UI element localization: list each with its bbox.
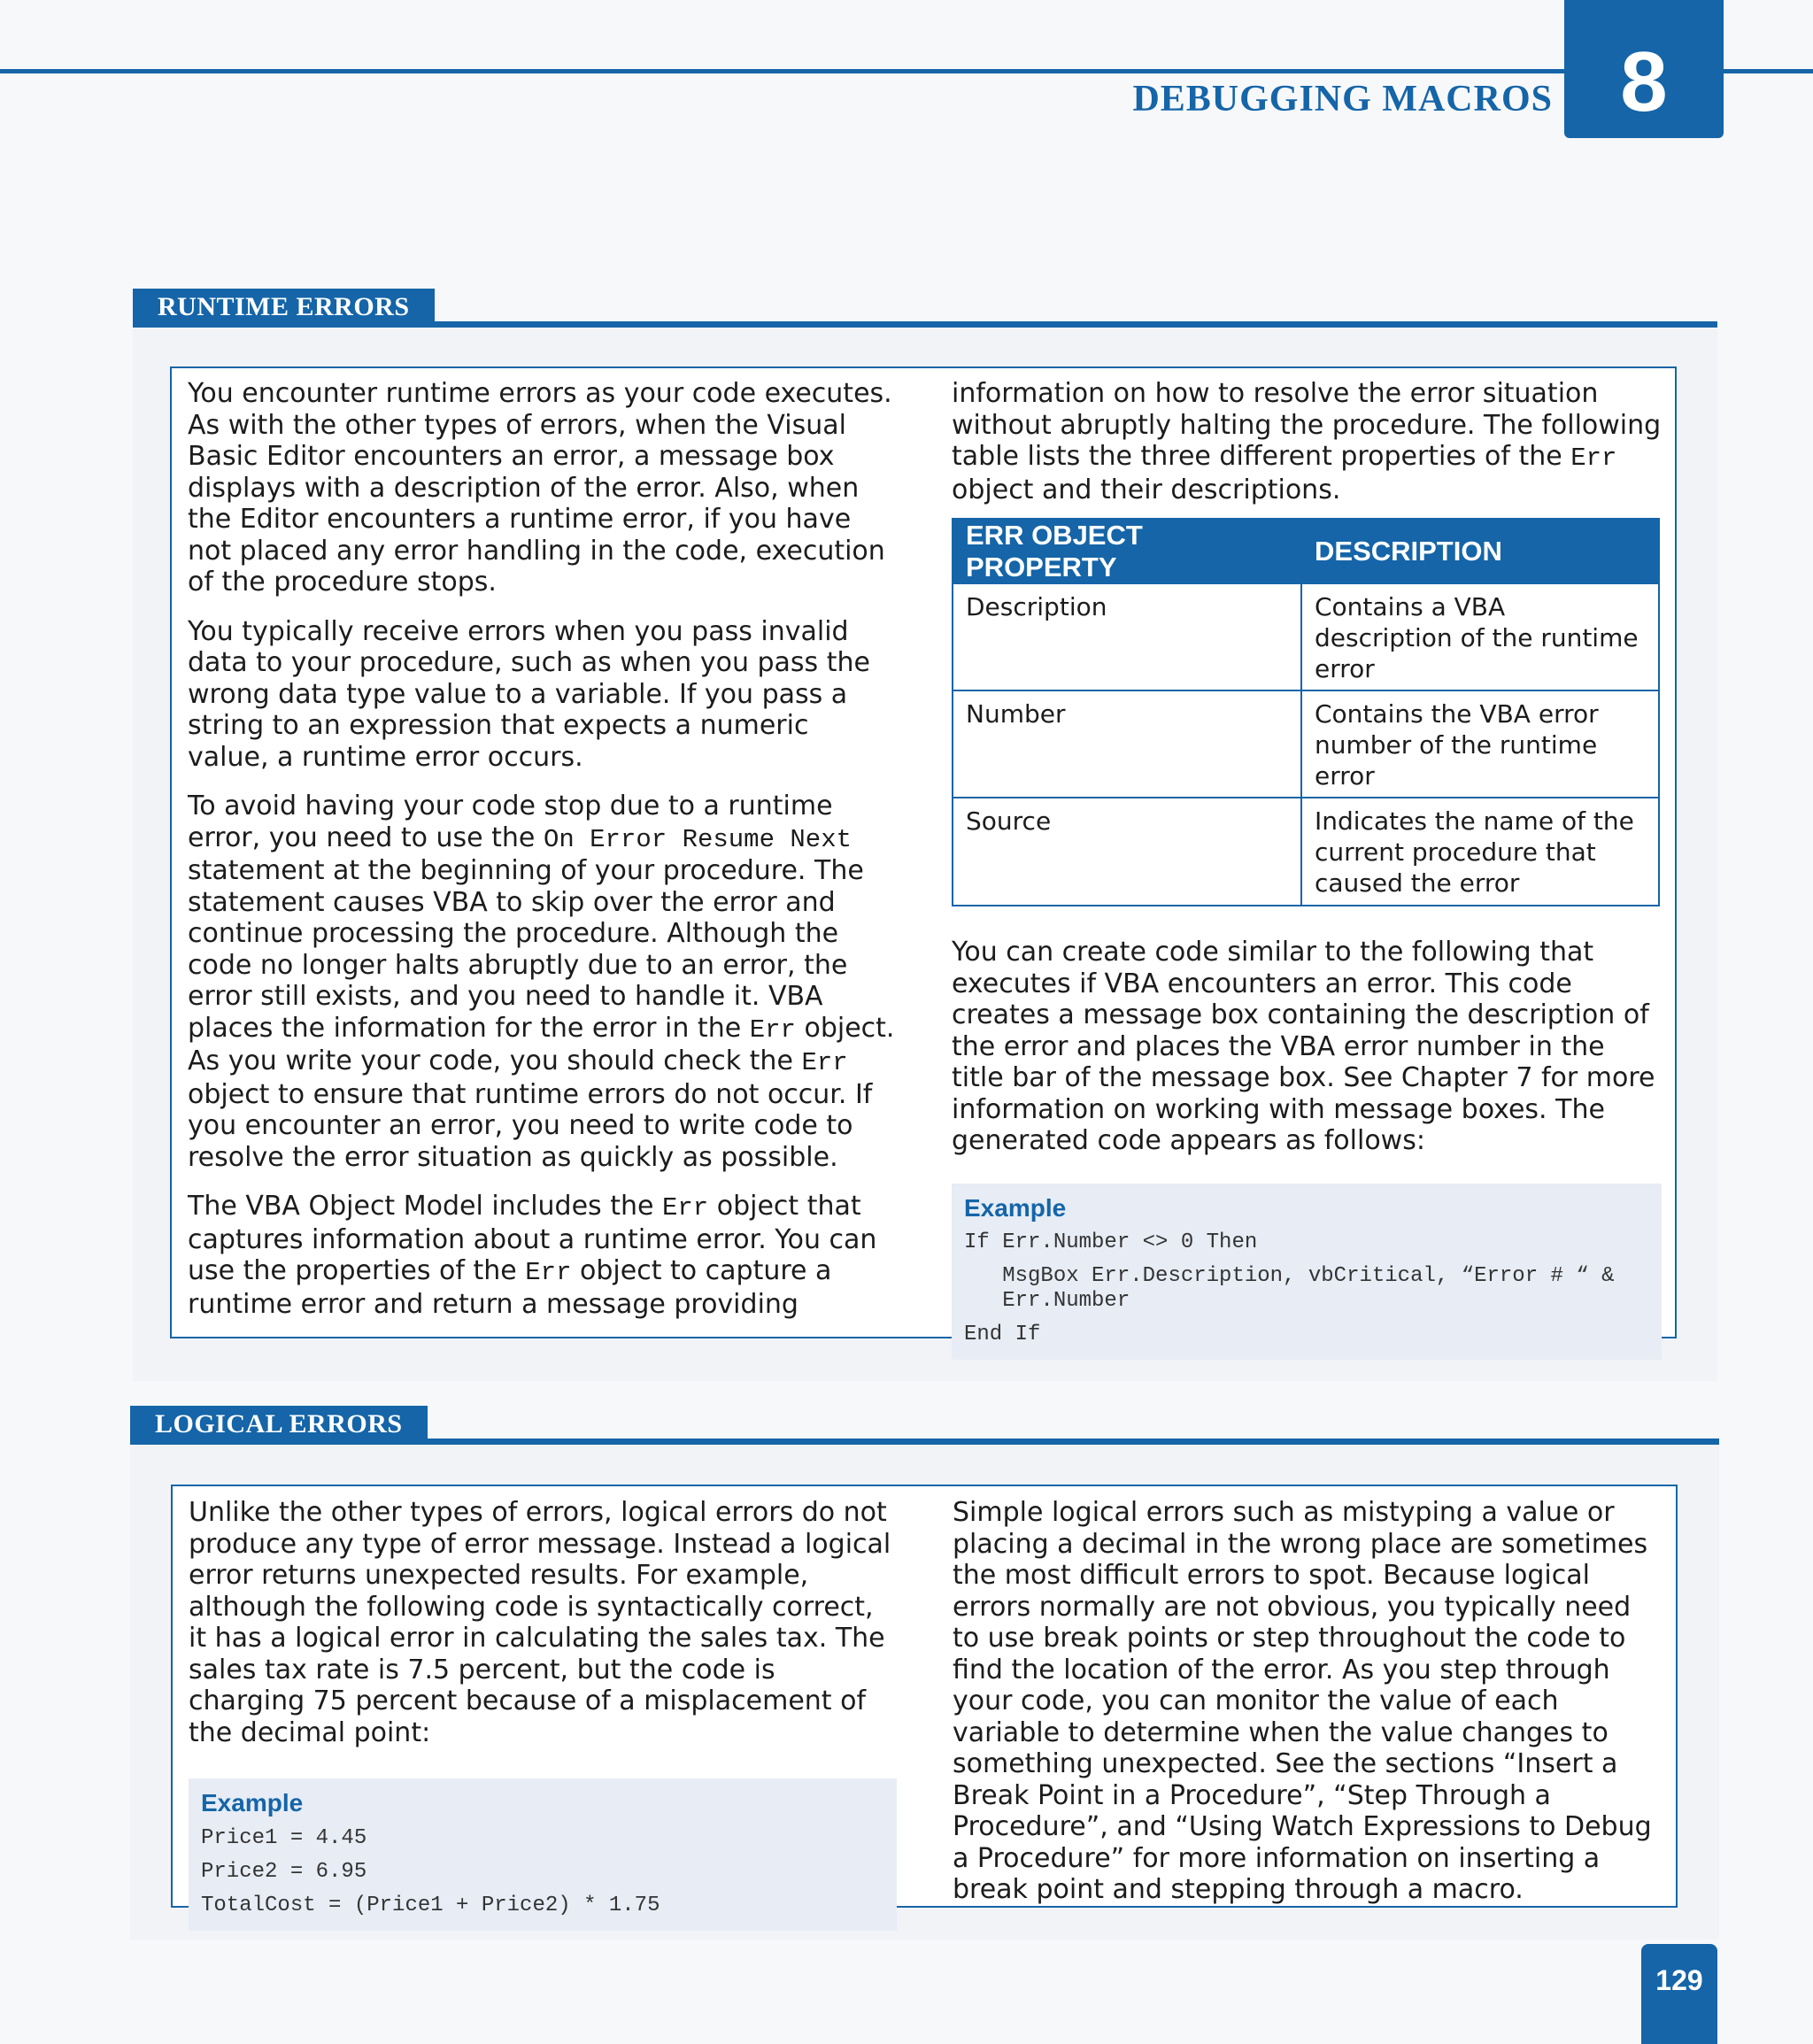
example-title: Example bbox=[201, 1789, 304, 1816]
code-line: If Err.Number <> 0 Then bbox=[964, 1230, 1258, 1254]
logical-section-header bbox=[130, 1406, 1719, 1446]
code-example bbox=[952, 1184, 1662, 1361]
paragraph: Simple logical errors such as mistyping a value or placing a decimal in the wrong place are sometimes the most difficult errors to spot. Because logical errors normally are not obvious, you typically need to use break points or step throughout the code to find the location of the error. As you step through your code, you can monitor the value of each variable to determine when the value changes to something unexpected. See the sections “Insert a Break Point in a Procedure”, “Step Through a Procedure”, and “Using Watch Expressions to Debug a Procedure” for more information on inserting a break point and stepping through a macro. bbox=[953, 1497, 1652, 1905]
page-number: 129 bbox=[1641, 1944, 1717, 2044]
logical-left-column bbox=[189, 1497, 897, 1931]
paragraph: The VBA Object Model includes the Err object that captures information about a runtime error. You can use the properties of the Err object to capture a runtime error and return a message providing bbox=[188, 1191, 877, 1320]
inline-code: Err bbox=[525, 1258, 572, 1287]
err-properties-table bbox=[952, 518, 1660, 906]
chapter-number-badge: 8 bbox=[1564, 0, 1724, 138]
table-cell: Indicates the name of the current procedure that caused the error bbox=[1301, 798, 1659, 906]
example-title: Example bbox=[964, 1193, 1067, 1222]
paragraph: Unlike the other types of errors, logical errors do not produce any type of error message. Instead a logical error returns unexpected results. For example, although the following code is syntactically correct, it has a logical error in calculating the sales tax. The sales tax rate is 7.5 percent, but the code is charging 75 percent because of a misplacement of the decimal point: bbox=[189, 1497, 891, 1748]
inline-code: Err bbox=[801, 1048, 848, 1077]
paragraph: information on how to resolve the error situation without abruptly halting the procedure. The following table lists the three different properties of the Err object and their descriptions. bbox=[952, 378, 1662, 505]
code-line: MsgBox Err.Description, vbCritical, “Error # “ & Err.Number bbox=[1002, 1264, 1615, 1313]
code-line: Price1 = 4.45 bbox=[201, 1825, 367, 1850]
section-heading: RUNTIME ERRORS bbox=[133, 289, 435, 324]
inline-code: On Error Resume Next bbox=[543, 824, 852, 854]
inline-code: Err bbox=[661, 1193, 709, 1223]
runtime-left-column bbox=[188, 378, 896, 1320]
logical-right-column bbox=[953, 1497, 1664, 1906]
table-row bbox=[953, 690, 1659, 798]
table-cell: Description bbox=[953, 583, 1301, 690]
runtime-right-column bbox=[952, 378, 1662, 1360]
table-header-cell: DESCRIPTION bbox=[1301, 519, 1659, 583]
header-rule bbox=[0, 69, 1813, 73]
table-header-cell: ERR OBJECT PROPERTY bbox=[953, 519, 1301, 583]
table-cell: Source bbox=[953, 798, 1301, 906]
paragraph: To avoid having your code stop due to a runtime error, you need to use the On Error Resume Next statement at the beginning of your procedure. The statement causes VBA to skip over the error and continue processing the procedure. Although the code no longer halts abruptly due to an error, the error still exists, and you need to handle it. VBA places the information for the error in the Err object. As you write your code, you should check the Err object to ensure that runtime errors do not occur. If you encounter an error, you need to write code to resolve the error situation as quickly as possible. bbox=[188, 791, 895, 1173]
runtime-section-header bbox=[133, 289, 1717, 329]
inline-code: Err bbox=[749, 1014, 796, 1045]
section-heading: LOGICAL ERRORS bbox=[130, 1406, 428, 1441]
table-cell: Number bbox=[953, 690, 1301, 798]
paragraph: You encounter runtime errors as your code executes. As with the other types of errors, when the Visual Basic Editor encounters an error, a message box displays with a description of the error. Also, when the Editor encounters a runtime error, if you have not placed any error handling in the code, execution of the procedure stops. bbox=[188, 378, 892, 598]
code-line: TotalCost = (Price1 + Price2) * 1.75 bbox=[201, 1893, 660, 1917]
table-header-row bbox=[953, 519, 1659, 583]
table-row bbox=[953, 583, 1659, 690]
table-row bbox=[953, 798, 1659, 906]
paragraph: You typically receive errors when you pass invalid data to your procedure, such as when you pass the wrong data type value to a variable. If you pass a string to an expression that expects a numeric value, a runtime error occurs. bbox=[188, 615, 870, 773]
code-line: Price2 = 6.95 bbox=[201, 1859, 367, 1884]
code-line: End If bbox=[964, 1323, 1041, 1346]
inline-code: Err bbox=[1570, 444, 1617, 473]
table-cell: Contains a VBA description of the runtime error bbox=[1301, 583, 1659, 690]
paragraph: You can create code similar to the following that executes if VBA encounters an error. This code creates a message box containing the description of the error and places the VBA error number in the title bar of the message box. See Chapter 7 for more information on working with message boxes. The generated code appears as follows: bbox=[952, 937, 1655, 1156]
code-example bbox=[189, 1778, 897, 1931]
table-cell: Contains the VBA error number of the runtime error bbox=[1301, 690, 1659, 798]
chapter-title: DEBUGGING MACROS bbox=[1132, 79, 1553, 120]
